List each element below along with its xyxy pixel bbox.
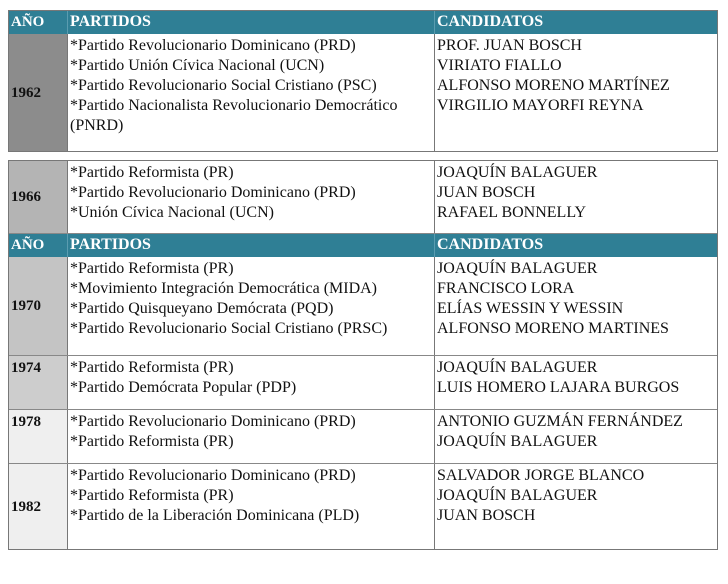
candidate-item: JOAQUÍN BALAGUER	[437, 164, 598, 181]
candidate-item: SALVADOR JORGE BLANCO	[437, 467, 645, 484]
header-year: AÑO	[9, 234, 68, 257]
year-label: 1974	[11, 360, 41, 376]
elections-table-1	[8, 10, 718, 152]
party-item: *Partido Reformista (PR)	[70, 359, 234, 376]
year-label: 1978	[11, 414, 41, 430]
party-item: *Movimiento Integración Democrática (MIDA)	[70, 280, 378, 297]
party-item: *Unión Cívica Nacional (UCN)	[70, 204, 274, 221]
party-item: *Partido Quisqueyano Demócrata (PQD)	[70, 300, 334, 317]
candidate-item: VIRGILIO MAYORFI REYNA	[437, 97, 644, 114]
year-cell	[9, 356, 68, 409]
year-cell	[9, 410, 68, 463]
parties-cell	[68, 34, 435, 151]
candidate-item: ALFONSO MORENO MARTINES	[437, 320, 669, 337]
candidates-cell	[435, 464, 717, 549]
candidate-item: JOAQUÍN BALAGUER	[437, 359, 598, 376]
candidate-item: RAFAEL BONNELLY	[437, 204, 587, 221]
party-item: *Partido Reformista (PR)	[70, 433, 234, 450]
year-cell	[9, 34, 68, 151]
elections-table-2	[8, 160, 718, 550]
party-item: (PNRD)	[70, 117, 124, 134]
candidate-item: ELÍAS WESSIN Y WESSIN	[437, 300, 624, 317]
parties-cell	[68, 410, 435, 463]
header-candidates: CANDIDATOS	[437, 13, 544, 30]
party-item: *Partido Revolucionario Dominicano (PRD)	[70, 184, 356, 201]
year-label: 1982	[11, 498, 41, 515]
candidates-cell	[435, 410, 717, 463]
party-item: *Partido Unión Cívica Nacional (UCN)	[70, 57, 325, 74]
party-item: *Partido Demócrata Popular (PDP)	[70, 379, 297, 396]
candidate-item: JOAQUÍN BALAGUER	[437, 433, 598, 450]
header-year: AÑO	[9, 11, 68, 34]
candidates-cell	[435, 161, 717, 233]
party-item: *Partido de la Liberación Dominicana (PLD)	[70, 507, 360, 524]
party-item: *Partido Reformista (PR)	[70, 260, 234, 277]
year-cell	[9, 161, 68, 233]
election-row	[9, 355, 717, 409]
election-row	[9, 409, 717, 463]
candidate-item: JOAQUÍN BALAGUER	[437, 260, 598, 277]
election-row	[9, 34, 717, 151]
parties-cell	[68, 257, 435, 355]
year-label: 1966	[11, 189, 41, 205]
year-cell	[9, 257, 68, 355]
parties-cell	[68, 356, 435, 409]
party-item: *Partido Revolucionario Dominicano (PRD)	[70, 413, 356, 430]
header-candidates: CANDIDATOS	[437, 236, 544, 253]
parties-cell	[68, 464, 435, 549]
party-item: *Partido Revolucionario Dominicano (PRD)	[70, 467, 356, 484]
candidate-item: JUAN BOSCH	[437, 507, 536, 524]
candidate-item: LUIS HOMERO LAJARA BURGOS	[437, 379, 680, 396]
year-cell	[9, 464, 68, 549]
year-label: 1962	[11, 84, 41, 101]
party-item: *Partido Revolucionario Social Cristiano (PSC)	[70, 77, 377, 94]
year-label: 1970	[11, 298, 41, 314]
candidates-cell	[435, 356, 717, 409]
candidate-item: FRANCISCO LORA	[437, 280, 575, 297]
election-row	[9, 257, 717, 355]
election-row	[9, 463, 717, 549]
party-item: *Partido Revolucionario Dominicano (PRD)	[70, 37, 356, 54]
header-row	[9, 11, 717, 34]
candidate-item: ALFONSO MORENO MARTÍNEZ	[437, 77, 670, 94]
party-item: *Partido Revolucionario Social Cristiano (PRSC)	[70, 320, 388, 337]
candidate-item: ANTONIO GUZMÁN FERNÁNDEZ	[437, 413, 683, 430]
parties-cell	[68, 161, 435, 233]
party-item: *Partido Reformista (PR)	[70, 487, 234, 504]
candidate-item: PROF. JUAN BOSCH	[437, 37, 582, 54]
candidate-item: VIRIATO FIALLO	[437, 57, 562, 74]
candidate-item: JOAQUÍN BALAGUER	[437, 487, 598, 504]
candidates-cell	[435, 34, 717, 151]
election-row	[9, 161, 717, 233]
candidates-cell	[435, 257, 717, 355]
header-parties: PARTIDOS	[68, 234, 435, 257]
party-item: *Partido Nacionalista Revolucionario Democrático	[70, 97, 398, 114]
candidate-item: JUAN BOSCH	[437, 184, 536, 201]
party-item: *Partido Reformista (PR)	[70, 164, 234, 181]
header-row	[9, 233, 717, 257]
header-parties: PARTIDOS	[68, 11, 435, 34]
